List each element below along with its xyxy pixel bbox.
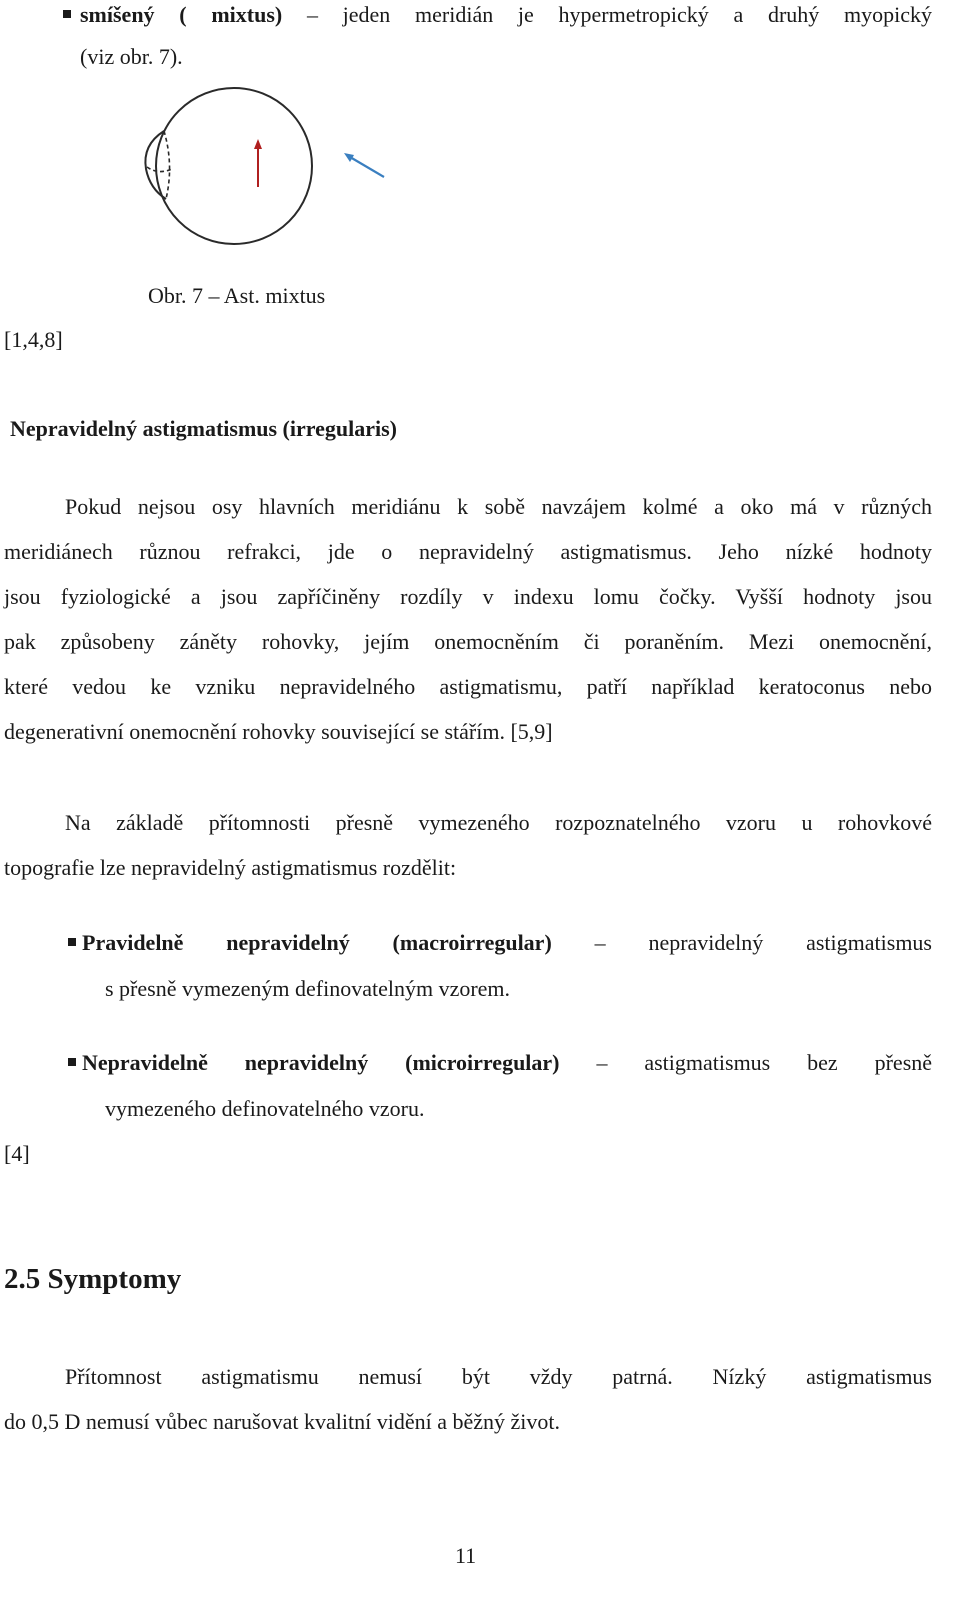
eyeball-outline: [156, 88, 312, 244]
paragraph-line: meridiánech různou refrakci, jde o nepravidelný astigmatismus. Jeho nízké hodnoty: [4, 539, 932, 564]
paragraph-line: které vedou ke vzniku nepravidelného astigmatismu, patří například keratoconus nebo: [4, 674, 932, 699]
figure-caption: Obr. 7 – Ast. mixtus: [148, 283, 326, 308]
paragraph-line: topografie lze nepravidelný astigmatismus rozdělit:: [4, 855, 457, 880]
bullet-marker: [63, 10, 71, 18]
bullet-marker: [68, 938, 76, 946]
top-bullet-label: smíšený ( mixtus): [80, 2, 283, 27]
top-bullet-dash: –: [306, 2, 318, 27]
paragraph-line: degenerativní onemocnění rohovky související se stářím. [5,9]: [4, 719, 553, 744]
bullet-macroirregular-continuation: s přesně vymezeným definovatelným vzorem.: [105, 976, 511, 1001]
blue-arrowhead: [344, 153, 354, 162]
eye-figure: [138, 85, 398, 255]
page-number: 11: [455, 1543, 477, 1568]
lens-dashed-horizontal: [147, 167, 172, 172]
paragraph-line: do 0,5 D nemusí vůbec narušovat kvalitní vidění a běžný život.: [4, 1409, 560, 1434]
blue-focal-arrow: [350, 157, 384, 177]
section-heading-symptoms: 2.5 Symptomy: [4, 1263, 182, 1295]
bullet-microirregular-label: Nepravidelně nepravidelný (microirregular): [82, 1050, 560, 1075]
paragraph-line: Pokud nejsou osy hlavních meridiánu k sobě navzájem kolmé a oko má v různých: [65, 494, 932, 519]
bullet-macroirregular-label: Pravidelně nepravidelný (macroirregular): [82, 930, 552, 955]
paragraph-line: Přítomnost astigmatismu nemusí být vždy patrná. Nízký astigmatismus: [65, 1364, 932, 1389]
bullet-microirregular-continuation: vymezeného definovatelného vzoru.: [105, 1096, 425, 1121]
paragraph-line: pak způsobeny záněty rohovky, jejím onemocněním či poraněním. Mezi onemocnění,: [4, 629, 932, 654]
bullet-dash: –: [596, 1050, 608, 1075]
bullet-marker: [68, 1058, 76, 1066]
bullet-dash: –: [594, 930, 606, 955]
bullet-microirregular: [82, 1048, 932, 1078]
bullet-macroirregular: [82, 928, 932, 958]
section-heading-irregular: Nepravidelný astigmatismus (irregularis): [10, 416, 398, 441]
lens-dashed: [164, 131, 170, 199]
paragraph-line: Na základě přítomnosti přesně vymezeného rozpoznatelného vzoru u rohovkové: [65, 810, 932, 835]
reference-1: [1,4,8]: [4, 327, 63, 352]
paragraph-line: jsou fyziologické a jsou zapříčiněny rozdíly v indexu lomu čočky. Vyšší hodnoty jsou: [4, 584, 932, 609]
bullet-macroirregular-text: nepravidelný astigmatismus: [648, 930, 932, 955]
top-bullet-continuation: (viz obr. 7).: [80, 44, 183, 69]
top-bullet-text: jeden meridián je hypermetropický a druhý myopický: [342, 2, 933, 27]
top-bullet-line: [80, 0, 932, 30]
reference-4: [4]: [4, 1141, 30, 1166]
bullet-microirregular-text: astigmatismus bez přesně: [644, 1050, 933, 1075]
red-arrowhead: [254, 139, 262, 149]
